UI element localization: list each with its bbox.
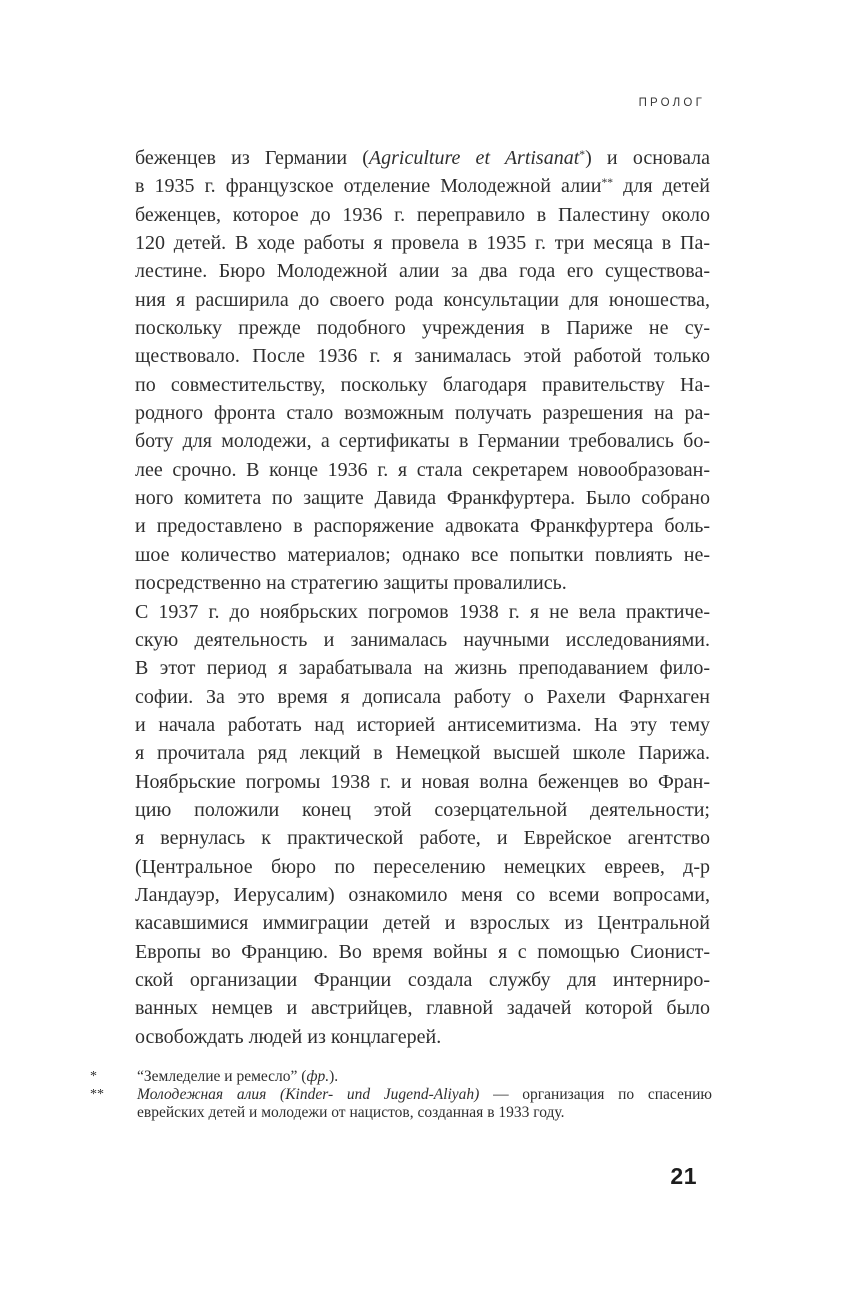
footnote [90, 1068, 712, 1086]
running-header: ПРОЛОГ [638, 97, 705, 109]
text-line: цию положили конец этой созерцательной деятельности; [135, 798, 710, 821]
footnote-text [137, 1068, 712, 1086]
footnote-marker: * [90, 1069, 97, 1084]
text-line: шое количество материалов; однако все попытки повлиять не- [135, 543, 710, 566]
text-line: ванных немцев и австрийцев, главной задачей которой было [135, 997, 710, 1020]
footnotes-section [90, 1068, 712, 1122]
text-line: В этот период я зарабатывала на жизнь преподаванием фило- [135, 657, 710, 680]
text-line: Ландауэр, Иерусалим) ознакомило меня со всеми вопросами, [135, 883, 710, 906]
footnote-marker: ** [90, 1087, 104, 1102]
text-line: в 1935 г. французское отделение Молодежной алии** для детей [135, 175, 710, 198]
text-line: касавшимися иммиграции детей и взрослых из Центральной [135, 912, 710, 935]
text-line: (Центральное бюро по переселению немецких евреев, д-р [135, 855, 710, 878]
text-line: я вернулась к практической работе, и Еврейское агентство [135, 827, 710, 850]
text-line: ской организации Франции создала службу для интерниро- [135, 968, 710, 991]
footnote-line: “Земледелие и ремесло” (фр.). [137, 1068, 339, 1085]
body-text-block [135, 144, 710, 1051]
text-line: лестине. Бюро Молодежной алии за два года его существова- [135, 260, 710, 283]
text-line: ния я расширила до своего рода консультации для юношества, [135, 288, 710, 311]
text-line: ществовало. После 1936 г. я занималась этой работой только [135, 345, 710, 368]
text-line: беженцев, которое до 1936 г. переправило в Палестину около [135, 203, 710, 226]
text-line: посредственно на стратегию защиты провалились. [135, 572, 567, 595]
text-line: ного комитета по защите Давида Франкфуртера. Было собрано [135, 487, 710, 510]
text-line: софии. За это время я дописала работу о Рахели Фарнхаген [135, 685, 710, 708]
text-line: беженцев из Германии (Agriculture et Artisanat*) и основала [135, 147, 710, 169]
text-line: и предоставлено в распоряжение адвоката Франкфуртера боль- [135, 515, 710, 538]
text-line: я прочитала ряд лекций в Немецкой высшей школе Парижа. [135, 742, 710, 765]
text-line: скую деятельность и занималась научными исследованиями. [135, 628, 710, 651]
footnote [90, 1086, 712, 1122]
page-number: 21 [670, 1163, 697, 1189]
text-line: С 1937 г. до ноябрьских погромов 1938 г. я не вела практиче- [135, 600, 710, 623]
text-line: по совместительству, поскольку благодаря правительству На- [135, 373, 710, 396]
text-line: боту для молодежи, а сертификаты в Германии требовались бо- [135, 430, 710, 453]
text-line: Европы во Францию. Во время войны я с помощью Сионист- [135, 940, 710, 963]
text-line: поскольку прежде подобного учреждения в Париже не су- [135, 317, 710, 340]
text-line: и начала работать над историей антисемитизма. На эту тему [135, 713, 710, 736]
text-line: освобождать людей из концлагерей. [135, 1025, 442, 1048]
footnote-line: еврейских детей и молодежи от нацистов, созданная в 1933 году. [137, 1104, 565, 1121]
text-line: родного фронта стало возможным получать разрешения на ра- [135, 402, 710, 425]
text-line: лее срочно. В конце 1936 г. я стала секретарем новообразован- [135, 458, 710, 481]
text-line: Ноябрьские погромы 1938 г. и новая волна беженцев во Фран- [135, 770, 710, 793]
footnote-text [137, 1086, 712, 1122]
text-line: 120 детей. В ходе работы я провела в 1935 г. три месяца в Па- [135, 232, 710, 255]
footnote-line: Молодежная алия (Kinder- und Jugend-Aliyah) — организация по спасению [137, 1086, 712, 1103]
